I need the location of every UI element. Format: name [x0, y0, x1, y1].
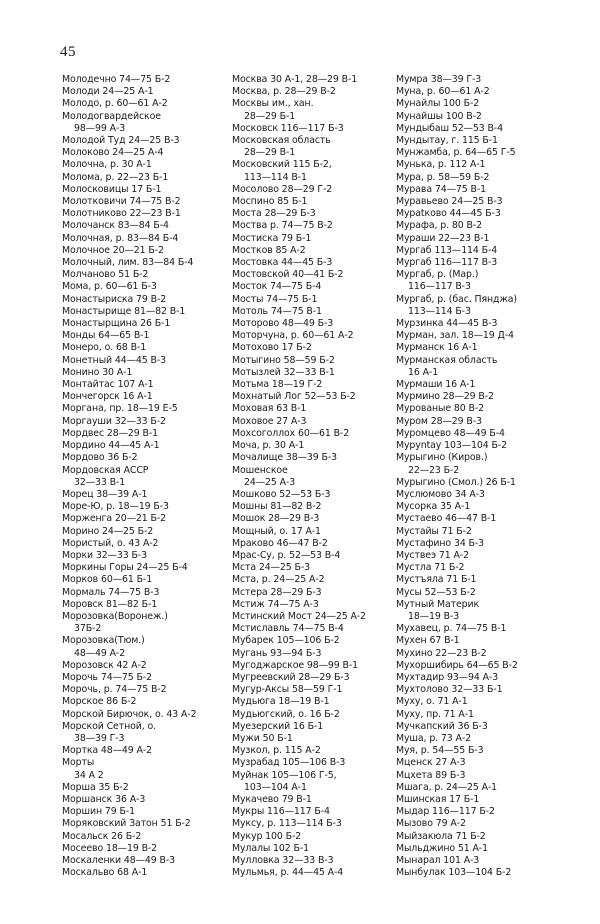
index-entry: Мрас-Су, р. 52—53 В-4	[232, 549, 341, 561]
index-entry: Мурмино 28—29 В-2	[396, 391, 494, 403]
index-entry: Мусорка 35 А-1	[396, 501, 471, 513]
index-entry: Мустафино 34 Б-3	[396, 537, 485, 549]
index-entry: Мухавец, р. 74—75 В-1	[396, 623, 507, 635]
index-entry: Моспино 85 Б-1	[232, 196, 308, 208]
index-entry: Мурманская область	[396, 354, 498, 366]
index-entry: Мынбулак 103—104 Б-2	[396, 867, 512, 879]
index-entry: Мургаб 116—117 В-3	[396, 257, 498, 269]
index-entry-continuation: 38—39 Г-3	[74, 732, 125, 744]
index-entry: Морец 38—39 А-1	[62, 488, 148, 500]
index-entry: Муху, пр. 71 А-1	[396, 708, 474, 720]
index-entry: Молодогвардейское	[62, 110, 161, 122]
index-entry: Мыльджино 51 А-1	[396, 842, 488, 854]
index-column-3	[396, 74, 568, 879]
index-entry: Мошково 52—53 Б-3	[232, 488, 331, 500]
index-entry: Мунжамба, р. 64—65 Г-5	[396, 147, 516, 159]
index-entry: Мома, р. 60—61 Б-3	[62, 281, 157, 293]
index-entry: Молоди 24—25 А-1	[62, 86, 154, 98]
index-entry: Московский 115 Б-2,	[232, 159, 332, 171]
index-entry: Мордино 44—45 А-1	[62, 440, 160, 452]
index-entry: Молодечно 74—75 Б-2	[62, 74, 171, 85]
index-entry: Муруntау 103—104 Б-2	[396, 440, 507, 452]
index-entry: Молотниково 22—23 В-1	[62, 208, 181, 220]
index-entry: Молоково 24—25 А-4	[62, 147, 164, 159]
index-entry: Мунайлы 100 Б-2	[396, 98, 480, 110]
index-entry: Монастырище 81—82 В-1	[62, 305, 186, 317]
index-entry: Мурыгино (Киров.)	[396, 452, 488, 464]
index-entry: Мценск 27 А-3	[396, 757, 466, 769]
index-entry: Мура, р. 58—59 Б-2	[396, 171, 490, 183]
index-entry: Мордовская АССР	[62, 464, 149, 476]
index-entry: Мухтолово 32—33 Б-1	[396, 684, 503, 696]
index-entry: Морозовка(Воронеж.)	[62, 610, 168, 622]
index-entry: Мошенское	[232, 464, 288, 476]
index-entry: Мутный Материк	[396, 598, 480, 610]
index-entry: Морское 86 Б-2	[62, 696, 137, 708]
index-entry: Морочь, р. 74—75 В-2	[62, 684, 167, 696]
index-entry-continuation: 32—33 В-1	[74, 476, 126, 488]
index-entry: Мурыгино (Смол.) 26 Б-1	[396, 476, 516, 488]
index-entry: Мусы 52—53 Б-2	[396, 586, 476, 598]
index-entry: Муху, о. 71 А-1	[396, 696, 468, 708]
index-entry-continuation: 28—29 Б-1	[244, 110, 296, 122]
index-entry: Мотыгино 58—59 Б-2	[232, 354, 335, 366]
index-entry: Морино 24—25 Б-2	[62, 525, 154, 537]
index-entry: Мухен 67 В-1	[396, 635, 460, 647]
index-entry: Мургаб, р. (Мар.)	[396, 269, 479, 281]
index-entry: Мургаб, р. (бас. Пянджа)	[396, 293, 517, 305]
index-entry: Мунайшы 100 В-2	[396, 110, 482, 122]
index-entry: Мотоль 74—75 В-1	[232, 305, 322, 317]
index-entry: Молочна, р. 30 А-1	[62, 159, 152, 171]
index-entry: Моторчуна, р. 60—61 А-2	[232, 330, 354, 342]
index-entry: Мотызлей 32—33 В-1	[232, 366, 335, 378]
index-entry-continuation: 98—99 А-3	[74, 122, 126, 134]
index-entry: Морты	[62, 757, 95, 769]
index-entry: Мустайы 71 Б-2	[396, 525, 472, 537]
index-entry: Мукры 116—117 Б-4	[232, 806, 330, 818]
index-entry-continuation: 116—117 В-3	[408, 281, 471, 293]
index-entry: Московская область	[232, 135, 331, 147]
index-entry: Мстиславль 74—75 В-4	[232, 623, 344, 635]
index-entry: Музрабад 105—106 В-3	[232, 757, 346, 769]
index-entry: Моторово 48—49 Б-3	[232, 318, 334, 330]
index-entry: Муравьево 24—25 В-3	[396, 196, 503, 208]
index-entry: Молочная, р. 83—84 Б-4	[62, 232, 179, 244]
index-entry: Морки 32—33 Б-3	[62, 549, 148, 561]
index-entry: Мурман, зал. 18—19 Д-4	[396, 330, 514, 342]
index-entry: Моства р. 74—75 В-2	[232, 220, 333, 232]
index-entry: Моста 28—29 Б-3	[232, 208, 316, 220]
index-entry: Муезерский 16 Б-1	[232, 720, 324, 732]
index-entry: Мцхета 89 Б-3	[396, 769, 466, 781]
index-entry: Молочанск 83—84 Б-4	[62, 220, 169, 232]
index-entry: Мурatково 44—45 Б-3	[396, 208, 501, 220]
index-entry: Морской Бирючок, о. 43 А-2	[62, 708, 197, 720]
index-entry: Мохнатый Лог 52—53 Б-2	[232, 391, 356, 403]
index-entry: Мордово 36 Б-2	[62, 452, 138, 464]
index-entry: Мошок 28—29 В-3	[232, 513, 320, 525]
index-entry: Мурзинка 44—45 В-3	[396, 318, 498, 330]
index-entry: Мотьма 18—19 Г-2	[232, 379, 323, 391]
index-entry: Мустаево 46—47 В-1	[396, 513, 497, 525]
index-entry: Мончегорск 16 А-1	[62, 391, 153, 403]
index-entry: Мыйзакюла 71 Б-2	[396, 830, 486, 842]
index-entry: Мучкапский 36 Б-3	[396, 720, 488, 732]
index-entry: Мортка 48—49 А-2	[62, 745, 152, 757]
index-entry: Мосолово 28—29 Г-2	[232, 183, 333, 195]
index-entry: Мунька, р. 112 А-1	[396, 159, 486, 171]
index-entry: Молодой Туд 24—25 В-3	[62, 135, 180, 147]
index-entry: Мстиж 74—75 А-3	[232, 598, 319, 610]
index-entry: Молочный, лим. 83—84 Б-4	[62, 257, 194, 269]
index-entry: Молчаново 51 Б-2	[62, 269, 149, 281]
index-entry: Мурафа, р. 80 В-2	[396, 220, 482, 232]
index-entry: Мурава 74—75 В-1	[396, 183, 486, 195]
index-entry: Моршанск 36 А-3	[62, 793, 146, 805]
index-entry: Морозовка(Тюм.)	[62, 635, 145, 647]
index-entry: Моховая 63 В-1	[232, 403, 307, 415]
index-entry: Мураши 22—23 В-1	[396, 232, 490, 244]
index-entry: Мста, р. 24—25 А-2	[232, 574, 325, 586]
index-entry: Молотковичи 74—75 В-2	[62, 196, 181, 208]
index-entry: Мордвес 28—29 В-1	[62, 427, 158, 439]
index-entry: Мундыбаш 52—53 В-4	[396, 122, 503, 134]
index-entry: Мухтадир 93—94 А-3	[396, 671, 499, 683]
index-entry: Муромцево 48—49 Б-4	[396, 427, 505, 439]
index-entry: Мосальск 26 Б-2	[62, 830, 142, 842]
index-entry: Муствеэ 71 А-2	[396, 549, 469, 561]
index-entry: Монтайтас 107 А-1	[62, 379, 154, 391]
index-entry: Мудьюга 18—19 В-1	[232, 696, 330, 708]
index-entry: Мочалище 38—39 Б-3	[232, 452, 337, 464]
index-entry: Музкол, р. 115 А-2	[232, 745, 321, 757]
index-entry: Муша, р. 73 А-2	[396, 732, 472, 744]
index-entry: Мулловка 32—33 В-3	[232, 855, 334, 866]
index-entry: Мосты 74—75 Б-1	[232, 293, 318, 305]
index-entry: Москальво 68 А-1	[62, 867, 148, 879]
index-entry: Мостовской 40—41 Б-2	[232, 269, 344, 281]
index-entry: Москва, р. 28—29 В-2	[232, 86, 336, 98]
index-entry-continuation: 113—114 Б-3	[408, 305, 471, 317]
index-entry: Мшинская 17 Б-1	[396, 793, 480, 805]
index-entry: Мургаб 113—114 Б-4	[396, 244, 498, 256]
index-entry: Монастыриска 79 В-2	[62, 293, 167, 305]
index-entry: Моча, р. 30 А-1	[232, 440, 305, 452]
index-entry: Мужи 50 Б-1	[232, 732, 293, 744]
index-entry: Муна, р. 60—61 А-2	[396, 86, 490, 98]
index-entry: Монино 30 А-1	[62, 366, 133, 378]
index-entry: Мощный, о. 17 А-1	[232, 525, 321, 537]
index-entry: Мостиска 79 Б-1	[232, 232, 312, 244]
index-entry: Мотохово 17 Б-2	[232, 342, 312, 354]
index-entry: Моршин 79 Б-1	[62, 806, 135, 818]
index-entry: Морша 35 Б-2	[62, 781, 129, 793]
index-entry: Москва 30 А-1, 28—29 В-1	[232, 74, 358, 85]
index-entry: Мористый, о. 43 А-2	[62, 537, 159, 549]
index-entry: Молома, р. 22—23 Б-1	[62, 171, 169, 183]
index-entry: Мостков 85 А-2	[232, 244, 306, 256]
gazetteer-index	[0, 74, 600, 914]
index-entry: Муйнак 105—106 Г-5,	[232, 769, 337, 781]
index-entry: Мукур 100 Б-2	[232, 830, 302, 842]
index-entry: Мудьюгский, о. 16 Б-2	[232, 708, 340, 720]
index-entry: Монеро, о. 68 В-1	[62, 342, 147, 354]
index-entry: Морженга 20—21 Б-2	[62, 513, 166, 525]
index-entry: Морской Сетной, о.	[62, 720, 157, 732]
index-entry: Мустла 71 Б-2	[396, 562, 465, 574]
index-entry: Мосток 74—75 Б-4	[232, 281, 322, 293]
index-entry: Мостовка 44—45 Б-3	[232, 257, 333, 269]
index-entry: Мохсоголлох 60—61 В-2	[232, 427, 350, 439]
index-entry: Моркины Горы 24—25 Б-4	[62, 562, 188, 574]
index-entry: Московск 116—117 Б-3	[232, 122, 344, 134]
index-entry: Мумра 38—39 Г-3	[396, 74, 482, 85]
index-entry: Мстинский Мост 24—25 А-2	[232, 610, 366, 622]
page-number: 45	[60, 44, 76, 60]
index-entry: Моровск 81—82 Б-1	[62, 598, 158, 610]
index-column-1	[62, 74, 234, 879]
index-entry: Молосковицы 17 Б-1	[62, 183, 162, 195]
index-entry: Мошны 81—82 В-2	[232, 501, 322, 513]
index-entry: Мраково 46—47 В-2	[232, 537, 328, 549]
index-entry: Мынарал 101 А-3	[396, 855, 480, 866]
index-entry: Молочное 20—21 Б-2	[62, 244, 164, 256]
index-entry: Москвы им., хан.	[232, 98, 314, 110]
index-entry: Морочь 74—75 Б-2	[62, 671, 152, 683]
index-entry: Монды 64—65 В-1	[62, 330, 150, 342]
index-entry: Мукачево 79 В-1	[232, 793, 312, 805]
index-entry: Мшага, р. 24—25 А-1	[396, 781, 498, 793]
index-entry: Мстера 28—29 Б-3	[232, 586, 322, 598]
index-entry: Море-Ю, р. 18—19 Б-3	[62, 501, 169, 513]
index-entry: Мормаль 74—75 В-3	[62, 586, 160, 598]
index-entry: Мугоджарское 98—99 В-1	[232, 659, 359, 671]
index-entry-continuation: 16 А-1	[408, 366, 439, 378]
index-entry: Мурмаши 16 А-1	[396, 379, 476, 391]
index-entry: Муслюмово 34 А-3	[396, 488, 485, 500]
index-entry: Мугреевский 28—29 Б-3	[232, 671, 350, 683]
index-entry-continuation: 48—49 А-2	[74, 647, 126, 659]
index-entry: Мухино 22—23 В-2	[396, 647, 487, 659]
index-entry: Моргана, пр. 18—19 Е-5	[62, 403, 178, 415]
index-entry: Монетный 44—45 В-3	[62, 354, 166, 366]
index-entry: Морозовск 42 А-2	[62, 659, 147, 671]
index-entry: Моряковский Затон 51 Б-2	[62, 818, 191, 830]
index-entry: Мугур-Аксы 58—59 Г-1	[232, 684, 343, 696]
index-entry: Мугань 93—94 Б-3	[232, 647, 322, 659]
index-entry-continuation: 24—25 А-3	[244, 476, 296, 488]
index-entry: Монастырщина 26 Б-1	[62, 318, 171, 330]
index-entry: Мустъяла 71 Б-1	[396, 574, 477, 586]
index-entry-continuation: 37Б-2	[74, 623, 102, 635]
index-entry-continuation: 28—29 В-1	[244, 147, 296, 159]
index-entry: Муром 28—29 В-3	[396, 415, 482, 427]
index-entry: Муя, р. 54—55 Б-3	[396, 745, 484, 757]
index-entry-continuation: 34 А 2	[74, 769, 104, 781]
index-entry: Мульмья, р. 44—45 А-4	[232, 867, 344, 879]
index-entry: Молодо, р. 60—61 А-2	[62, 98, 168, 110]
index-entry-continuation: 22—23 Б-2	[408, 464, 460, 476]
index-entry: Мурованые 80 В-2	[396, 403, 484, 415]
index-entry: Муксу, р. 113—114 Б-3	[232, 818, 342, 830]
index-entry: Мурманск 16 А-1	[396, 342, 478, 354]
index-entry: Мста 24—25 Б-3	[232, 562, 311, 574]
index-entry: Мундытау, г. 115 Б-1	[396, 135, 498, 147]
index-entry: Мулалы 102 Б-1	[232, 842, 310, 854]
index-entry: Мыдар 116—117 Б-2	[396, 806, 495, 818]
index-entry: Морков 60—61 Б-1	[62, 574, 153, 586]
index-entry: Моргауши 32—33 Б-2	[62, 415, 166, 427]
index-entry-continuation: 113—114 В-1	[244, 171, 307, 183]
index-entry-continuation: 18—19 В-3	[408, 610, 460, 622]
index-entry: Москаленки 48—49 В-3	[62, 855, 176, 866]
index-entry-continuation: 103—104 А-1	[244, 781, 307, 793]
index-entry: Мосеево 18—19 В-2	[62, 842, 158, 854]
index-entry: Мухоршибирь 64—65 В-2	[396, 659, 518, 671]
index-column-2	[232, 74, 404, 879]
index-entry: Мызово 79 А-2	[396, 818, 466, 830]
index-entry: Моховое 27 А-3	[232, 415, 307, 427]
index-entry: Мубарек 105—106 Б-2	[232, 635, 340, 647]
